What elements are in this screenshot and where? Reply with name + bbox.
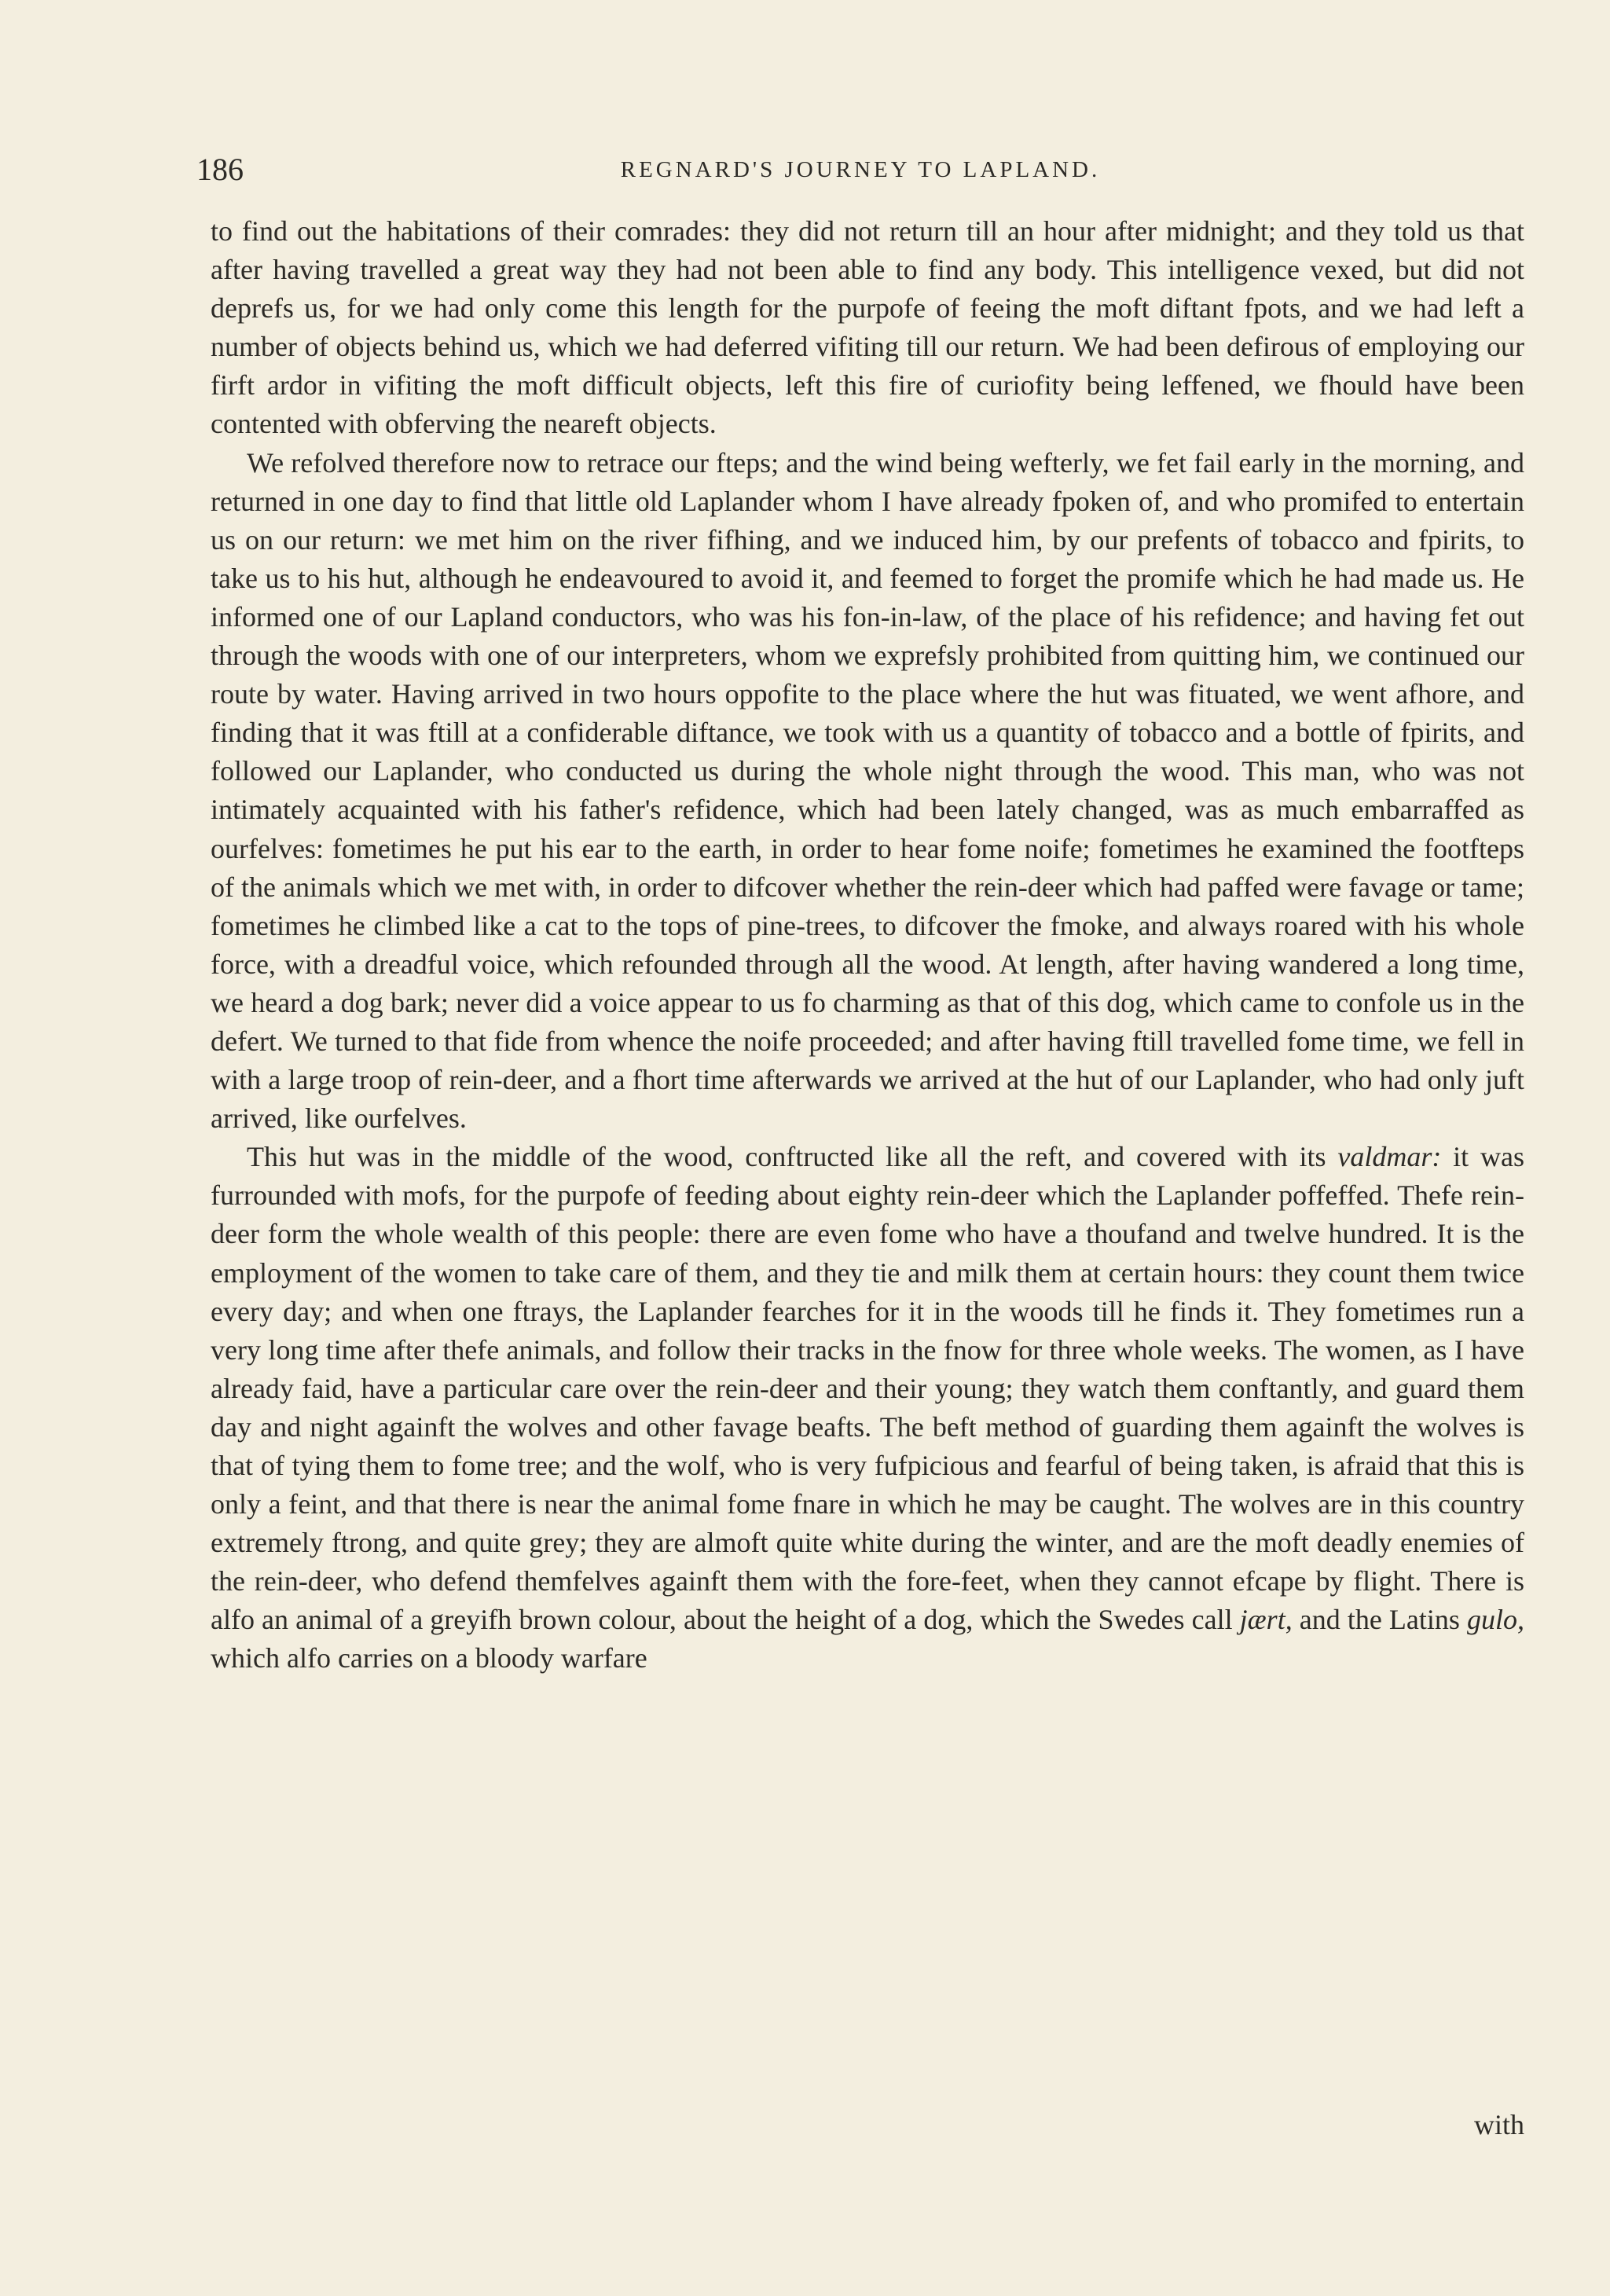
paragraph-3-text-2: it was furrounded with mofs, for the purpofe of feeding about eighty rein-deer which the Laplander poffeffed. Thefe rein-deer form the whole wealth of this people: there are even fome who have a thoufand and twelve hundred. It is the employment of the women to take care of them, and they tie and milk them at certain hours: they count them twice every day; and when one ftrays, the Laplander fearches for it in the woods till he finds it. They fometimes run a very long time after thefe animals, and follow their tracks in the fnow for three whole weeks. The women, as I have already faid, have a particular care over the rein-deer and their young; they watch them conftantly, and guard them day and night againft the wolves and other favage beafts. The beft method of guarding them againft the wolves is that of tying them to fome tree; and the wolf, who is very fufpicious and fearful of being taken, is afraid that this is only a feint, and that there is near the animal fome fnare in which he may be caught. The wolves are in this country extremely ftrong, and quite grey; they are almoft quite white during the winter, and are the moft deadly enemies of the rein-deer, who defend themfelves againft them with the fore-feet, when they cannot efcape by flight. There is alfo an animal of a greyifh brown colour, about the height of a dog, which the Swedes call xyxy=(211,1141,1524,1636)
running-head: REGNARD'S JOURNEY TO LAPLAND. xyxy=(620,157,1101,182)
catchword: with xyxy=(1473,2109,1524,2140)
page-number: 186 xyxy=(196,152,244,187)
italic-gulo: gulo, xyxy=(1466,1604,1524,1636)
body-text xyxy=(211,212,1524,1678)
paragraph-2: We refolved therefore now to retrace our fteps; and the wind being wefterly, we fet fail early in the morning, and returned in one day to find that little old Laplander whom I have already fpoken of, and who promifed to entertain us on our return: we met him on the river fifhing, and we induced him, by our prefents of tobacco and fpirits, to take us to his hut, although he endeavoured to avoid it, and feemed to forget the promife which he had made us. He informed one of our Lapland conductors, who was his fon-in-law, of the place of his refidence; and having fet out through the woods with one of our interpreters, whom we exprefsly prohibited from quitting him, we continued our route by water. Having arrived in two hours oppofite to the place where the hut was fituated, we went afhore, and finding that it was ftill at a confiderable diftance, we took with us a quantity of tobacco and a bottle of fpirits, and followed our Laplander, who conducted us during the whole night through the wood. This man, who was not intimately acquainted with his father's refidence, which had been lately changed, was as much embarraffed as ourfelves: fometimes he put his ear to the earth, in order to hear fome noife; fometimes he examined the footfteps of the animals which we met with, in order to difcover whether the rein-deer which had paffed were favage or tame; fometimes he climbed like a cat to the tops of pine-trees, to difcover the fmoke, and always roared with his whole force, with a dreadful voice, which refounded through all the wood. At length, after having wandered a long time, we heard a dog bark; never did a voice appear to us fo charming as that of this dog, which came to confole us in the defert. We turned to that fide from whence the noife proceeded; and after having ftill travelled fome time, we fell in with a large troop of rein-deer, and a fhort time afterwards we arrived at the hut of our Laplander, who had only juft arrived, like ourfelves. xyxy=(211,446,1524,1135)
paragraph-1: to find out the habitations of their comrades: they did not return till an hour after midnight; and they told us that after having travelled a great way they had not been able to find any body. This intelligence vexed, but did not deprefs us, for we had only come this length for the purpofe of feeing the moft diftant fpots, and we had left a number of objects behind us, which we had deferred vifiting till our return. We had been defirous of employing our firft ardor in vifiting the moft difficult objects, left this fire of curiofity being leffened, we fhould have been contented with obferving the neareft objects. xyxy=(211,215,1524,440)
paragraph-3-text-3: and the Latins xyxy=(1292,1604,1467,1636)
page-header xyxy=(196,154,1524,185)
italic-valdmar: valdmar: xyxy=(1337,1141,1442,1173)
paragraph-3-text-1: This hut was in the middle of the wood, conftructed like all the reft, and covered with its xyxy=(247,1141,1338,1173)
paragraph-3 xyxy=(211,1138,1524,1678)
paragraph-3-text-4: which alfo carries on a bloody warfare xyxy=(211,1642,647,1674)
italic-jaert: jært, xyxy=(1239,1604,1293,1636)
